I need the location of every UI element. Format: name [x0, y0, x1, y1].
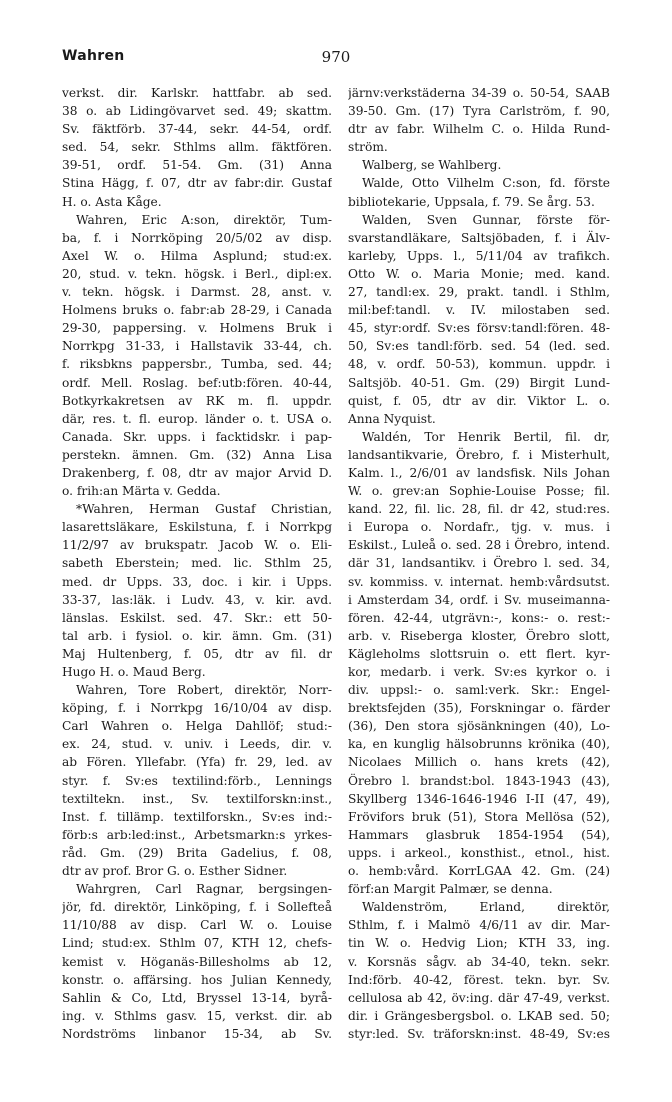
text-line: Nordströms linbanor 15-34, ab Sv. [62, 1026, 332, 1041]
text-line: dir. i Grängesbergsbol. o. LKAB sed. 50; [348, 1008, 610, 1023]
text-line: Axel W. o. Hilma Asplund; stud:ex. [62, 248, 332, 263]
text-line: dtr av fabr. Wilhelm C. o. Hilda Rund- [348, 122, 610, 137]
text-line: Frövifors bruk (51), Stora Mellösa (52), [348, 809, 610, 824]
text-line: sed. 54, sekr. Sthlms allm. fäktfören. [62, 140, 332, 155]
text-line: Stina Hägg, f. 07, dtr av fabr:dir. Gustaf [62, 176, 332, 191]
text-line: konstr. o. affärsing. hos Julian Kennedy, [62, 972, 332, 987]
text-line: quist, f. 05, dtr av dir. Viktor L. o. [348, 393, 610, 408]
text-line: Anna Nyquist. [348, 411, 436, 426]
text-line: 29-30, pappersing. v. Holmens Bruk i [62, 321, 332, 336]
text-line: cellulosa ab 42, öv:ing. där 47-49, verkst. [348, 990, 610, 1005]
text-line: fören. 42-44, utgrävn:-, kons:- o. rest:- [348, 610, 610, 625]
text-line: råd. Gm. (29) Brita Gadelius, f. 08, [62, 845, 332, 860]
text-line: Botkyrkakretsen av RK m. fl. uppdr. [62, 393, 332, 408]
text-line: Otto W. o. Maria Monie; med. kand. [348, 266, 610, 281]
text-line: Sv. fäktförb. 37-44, sekr. 44-54, ordf. [62, 122, 332, 137]
text-line: landsantikvarie, Örebro, f. i Misterhult, [348, 447, 610, 462]
text-line: sabeth Eberstein; med. lic. Sthlm 25, [62, 556, 332, 571]
text-line: Ind:förb. 40-42, förest. tekn. byr. Sv. [348, 972, 610, 987]
text-line: Wahren, Eric A:son, direktör, Tum- [76, 212, 332, 227]
text-line: Walden, Sven Gunnar, förste för- [362, 212, 610, 227]
text-line: bibliotekarie, Uppsala, f. 79. Se årg. 53. [348, 194, 595, 209]
running-head: Wahren [62, 48, 125, 64]
text-line: Kägleholms slottsruin o. ett flert. kyr- [348, 646, 610, 661]
text-line: Wahrgren, Carl Ragnar, bergsingen- [76, 882, 332, 897]
text-line: 50, Sv:es tandl:förb. sed. 54 (led. sed. [348, 339, 610, 354]
text-line: karleby, Upps. l., 5/11/04 av trafikch. [348, 248, 610, 263]
text-line: 39-51, ordf. 51-54. Gm. (31) Anna [62, 158, 332, 173]
text-line: Eskilst., Luleå o. sed. 28 i Örebro, intend. [348, 538, 610, 553]
text-line: 27, tandl:ex. 29, prakt. tandl. i Sthlm, [348, 285, 610, 300]
text-line: ex. 24, stud. v. univ. i Leeds, dir. v. [62, 737, 332, 752]
text-line: Hammars glasbruk 1854-1954 (54), [348, 827, 610, 842]
text-line: 11/10/88 av disp. Carl W. o. Louise [62, 918, 332, 933]
text-line: 48, v. ordf. 50-53), kommun. uppdr. i [348, 357, 610, 372]
text-line: där 31, landsantikv. i Örebro l. sed. 34, [348, 556, 610, 571]
text-line: Norrkpg 31-33, i Hallstavik 33-44, ch. [62, 339, 332, 354]
left-column [62, 84, 332, 1043]
text-line: verkst. dir. Karlskr. hattfabr. ab sed. [62, 86, 332, 100]
text-line: Waldén, Tor Henrik Bertil, fil. dr, [362, 429, 610, 444]
text-line: tin W. o. Hedvig Lion; KTH 33, ing. [348, 936, 610, 951]
text-line: Hugo H. o. Maud Berg. [62, 665, 206, 679]
text-line: ba, f. i Norrköping 20/5/02 av disp. [62, 230, 332, 245]
text-line: Walde, Otto Vilhelm C:son, fd. förste [362, 176, 610, 191]
text-line: tal arb. i fysiol. o. kir. ämn. Gm. (31) [62, 628, 332, 643]
text-line: f. riksbkns pappersbr., Tumba, sed. 44; [62, 357, 332, 372]
text-line: *Wahren, Herman Gustaf Christian, [76, 502, 332, 517]
text-line: ab Fören. Yllefabr. (Yfa) fr. 29, led. av [62, 755, 332, 770]
text-line: Lind; stud:ex. Sthlm 07, KTH 12, chefs- [62, 936, 332, 951]
text-line: styr. f. Sv:es textilind:förb., Lennings [62, 773, 332, 788]
text-line: Holmens bruks o. fabr:ab 28-29, i Canada [62, 303, 332, 318]
text-line: Kalm. l., 2/6/01 av landsfisk. Nils Johan [348, 465, 610, 480]
text-line: arb. v. Riseberga kloster, Örebro slott, [348, 628, 610, 643]
text-line: järnv:verkstäderna 34-39 o. 50-54, SAAB [348, 86, 610, 100]
text-line: jör, fd. direktör, Linköping, f. i Sollefteå [62, 900, 332, 915]
text-line: förf:an Margit Palmær, se denna. [348, 882, 553, 897]
text-line: länslas. Eskilst. sed. 47. Skr.: ett 50- [62, 610, 332, 625]
text-line: mil:bef:tandl. v. IV. milostaben sed. [348, 303, 610, 318]
text-line: o. hemb:vård. KorrLGAA 42. Gm. (24) [348, 864, 610, 879]
text-line: där, res. t. fl. europ. länder o. t. USA o. [62, 411, 332, 426]
text-line: Nicolaes Millich o. hans krets (42), [348, 755, 610, 770]
text-line: i Amsterdam 34, ordf. i Sv. museimanna- [348, 592, 610, 607]
text-line: ström. [348, 140, 388, 155]
text-line: W. o. grev:an Sophie-Louise Posse; fil. [348, 484, 610, 499]
page-header [62, 48, 610, 72]
page-number: 970 [321, 48, 351, 66]
text-line: i Europa o. Nordafr., tjg. v. mus. i [348, 520, 610, 535]
text-line: styr:led. Sv. träforskn:inst. 48-49, Sv:es [348, 1026, 610, 1041]
text-line: v. Korsnäs sågv. ab 34-40, tekn. sekr. [348, 954, 610, 969]
text-line: kand. 22, fil. lic. 28, fil. dr 42, stud:res. [348, 502, 610, 517]
text-line: Drakenberg, f. 08, dtr av major Arvid D. [62, 465, 332, 480]
text-line: köping, f. i Norrkpg 16/10/04 av disp. [62, 701, 332, 716]
text-line: v. tekn. högsk. i Darmst. 28, anst. v. [62, 285, 332, 300]
text-line: 38 o. ab Lidingövarvet sed. 49; skattm. [62, 104, 332, 119]
text-line: upps. i arkeol., konsthist., etnol., hist. [348, 845, 610, 860]
text-line: 33-37, las:läk. i Ludv. 43, v. kir. avd. [62, 592, 332, 607]
text-line: Carl Wahren o. Helga Dahllöf; stud:- [62, 719, 332, 734]
text-line: kor, medarb. i verk. Sv:es kyrkor o. i [348, 665, 610, 679]
text-line: med. dr Upps. 33, doc. i kir. i Upps. [62, 574, 332, 589]
text-line: o. frih:an Märta v. Gedda. [62, 484, 221, 499]
text-line: Örebro l. brandst:bol. 1843-1943 (43), [348, 773, 610, 788]
text-line: ka, en kunglig hälsobrunns krönika (40), [348, 737, 610, 752]
text-line: 45, styr:ordf. Sv:es försv:tandl:fören. 48- [348, 321, 610, 336]
text-line: div. uppsl:- o. saml:verk. Skr.: Engel- [348, 683, 610, 698]
text-line: Inst. f. tillämp. textilforskn., Sv:es ind:- [62, 809, 332, 824]
text-line: ordf. Mell. Roslag. bef:utb:fören. 40-44, [62, 375, 332, 390]
text-line: Wahren, Tore Robert, direktör, Norr- [76, 683, 332, 698]
text-line: 20, stud. v. tekn. högsk. i Berl., dipl:ex. [62, 266, 332, 281]
text-line: kemist v. Höganäs-Billesholms ab 12, [62, 954, 332, 969]
text-line: Saltsjöb. 40-51. Gm. (29) Birgit Lund- [348, 375, 610, 390]
text-line: Waldenström, Erland, direktör, [362, 900, 610, 915]
text-line: brektsfejden (35), Forskningar o. färder [348, 701, 610, 716]
text-line: 39-50. Gm. (17) Tyra Carlström, f. 90, [348, 104, 610, 119]
right-column [348, 84, 610, 1043]
text-line: Sahlin & Co, Ltd, Bryssel 13-14, byrå- [62, 990, 332, 1005]
text-line: Walberg, se Wahlberg. [362, 158, 502, 173]
text-line: H. o. Asta Kåge. [62, 194, 162, 209]
text-line: sv. kommiss. v. internat. hemb:vårdsutst. [348, 574, 610, 589]
text-line: svarstandläkare, Saltsjöbaden, f. i Älv- [348, 230, 610, 245]
text-line: Skyllberg 1346-1646-1946 I-II (47, 49), [348, 791, 610, 806]
text-line: Maj Hultenberg, f. 05, dtr av fil. dr [62, 646, 332, 661]
text-line: Sthlm, f. i Malmö 4/6/11 av dir. Mar- [348, 918, 610, 933]
text-line: förb:s arb:led:inst., Arbetsmarkn:s yrkes- [62, 827, 332, 842]
text-line: (36), Den stora sjösänkningen (40), Lo- [348, 719, 610, 734]
text-line: Canada. Skr. upps. i facktidskr. i pap- [62, 429, 332, 444]
text-line: ing. v. Sthlms gasv. 15, verkst. dir. ab [62, 1008, 332, 1023]
text-line: textiltekn. inst., Sv. textilforskn:inst., [62, 791, 332, 806]
text-line: perstekn. ämnen. Gm. (32) Anna Lisa [62, 447, 332, 462]
text-line: 11/2/97 av brukspatr. Jacob W. o. Eli- [62, 538, 332, 553]
text-line: dtr av prof. Bror G. o. Esther Sidner. [62, 864, 288, 879]
text-line: lasarettsläkare, Eskilstuna, f. i Norrkpg [62, 520, 332, 535]
